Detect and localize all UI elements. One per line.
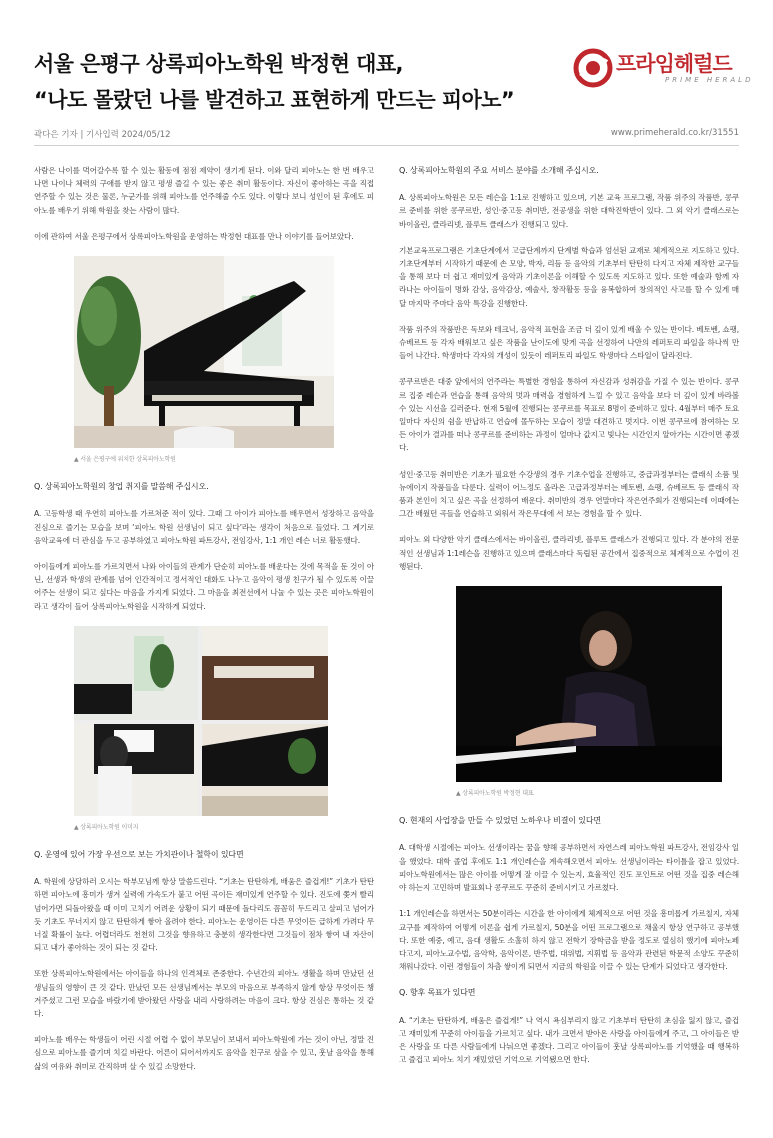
- question-3: Q. 상록피아노학원의 주요 서비스 분야를 소개해 주십시오.: [399, 166, 599, 175]
- academy-exterior-photo: [74, 256, 334, 448]
- answer-4-cont: 1:1 개인레슨을 하면서는 50분이라는 시간을 한 아이에게 체계적으로 어떤 것을 흥미롭게 가르칠지, 자체 교구를 제작하여 어떻게 이론을 쉽게 가르칠지, 50분을 어떤 프로그램으로 채울지 항상 연구하고 공부했다. 또한 예중, 예고, 음대 생활도 소홀히 하지 않고 전학기 장학금을 받을 정도로 열심히 했기에 피아노페다고지, 피아노교수법, 음악학, 음악이론, 반주법, 대위법, 지휘법 등 음악과 관련된 학문적 소양도 꾸준히 채워나갔다. 이런 경험들이 차츰 쌓이게 되면서 지금의 학원을 이끌 수 있는 단계가 되었다고 생각한다.: [399, 909, 739, 972]
- photo-caption: ▲ 서울 은평구에 위치한 상록피아노학원: [74, 456, 176, 464]
- answer-2: A. 학원에 상담하러 오시는 학부모님께 항상 말씀드린다. “기초는 탄탄하게, 배움은 즐겁게!” 기초가 탄탄하면 피아노에 흥미가 생겨 실력에 가속도가 붙고 어떤 곡이든 재미있게 연주할 수 있다. 진도에 쫓겨 빨리 넘어가면 되돌아왔을 때 이미 고치기 어려운 상황이 되기 때문에 돌다리도 꼼꼼히 두드리고 살피고 넘어가듯 기초도 무너지지 않고 탄탄하게 쌓아 올려야 한다. 피아노는 운영이든 다른 무엇이든 급하게 가려다 무너질 확률이 높다. 어렵더라도 천천히 그것을 향유하고 충분히 생각한다면 그것들이 점차 쌓여 내 자산이 되고 내가 좋아하는 것이 되는 것 같다.: [34, 877, 374, 953]
- prime-herald-logo[interactable]: [573, 46, 754, 90]
- answer-3: A. 상록피아노학원은 모든 레슨을 1:1로 진행하고 있으며, 기본 교육 프로그램, 작품 위주의 작품반, 콩쿠르 준비를 위한 콩쿠르반, 성인·중고등 취미반, 전공생을 위한 대학진학반이 있다. 그 외 악기 클래스로는 바이올린, 클라리넷, 플루트 클래스가 진행되고 있다.: [399, 193, 739, 229]
- question-5: Q. 향후 목표가 있다면: [399, 988, 476, 998]
- answer-2-cont: 또한 상록피아노학원에서는 아이들을 하나의 인격체로 존중한다. 수년간의 피아노 생활을 하며 만났던 선생님들의 영향이 큰 것 같다. 만났던 모든 선생님께서는 부모의 마음으로 부족하지 않게 항상 무엇이든 챙겨주셨고 그런 모습을 바랐기에 받아왔던 사랑을 내리 사랑하려는 마음이 크다. 항상 진심은 통하는 것 같다.: [34, 969, 374, 1019]
- director-photo-figure: [456, 586, 722, 800]
- answer-3-repertoire: 작품 위주의 작품반은 독보와 테크닉, 음악적 표현을 조금 더 깊이 있게 배울 수 있는 반이다. 베토벤, 쇼팽, 슈베르트 등 각자 배워보고 싶은 작품을 난이도에 맞게 곡을 선정하여 나만의 레퍼토리 파일을 하나씩 만들어 나간다. 학생마다 각자의 개성이 있듯이 레퍼토리 파일도 학생마다 스타일이 달라진다.: [399, 324, 739, 361]
- headline-line-1: 서울 은평구 상록피아노학원 박정현 대표,: [34, 52, 403, 76]
- byline: 곽다은 기자 | 기사입력 2024/05/12: [34, 130, 171, 140]
- question-1: Q. 상록피아노학원의 창업 취지를 말씀해 주십시오.: [34, 482, 209, 492]
- article-url[interactable]: www.primeherald.co.kr/31551: [610, 128, 739, 138]
- answer-3-competition: 콩쿠르반은 대중 앞에서의 연주라는 특별한 경험을 통하여 자신감과 성취감을 가질 수 있는 반이다. 콩쿠르 집중 레슨과 연습을 통해 음악의 멋과 매력을 경험하게 느낄 수 있고 음악을 보다 더 깊이 있게 바라볼 수 있는 시선을 길러준다. 현재 5월에 진행되는 콩쿠르를 목표로 8명이 준비하고 있다. 4월부터 매주 토요일마다 자신의 쉼을 반납하고 연습에 몰두하는 모습이 정말 대견하고 멋지다. 이번 콩쿠르에 참여하는 모든 아이가 결과를 떠나 콩쿠르를 준비하는 과정이 얼마나 값지고 빛나는 시간인지 알아가는 시간이면 좋겠다.: [399, 377, 739, 453]
- logo-name: 프라임헤럴드: [616, 52, 732, 76]
- answer-4: A. 대학생 시절에는 피아노 선생이라는 꿈을 향해 공부하면서 자연스레 피아노학원 파트강사, 전임강사 일을 했었다. 대학 졸업 후에도 1:1 개인레슨을 계속해오면서 피아노 선생님이라는 타이틀을 잡고 있었다. 피아노학원에서는 많은 아이를 어떻게 잘 이끌 수 있는지, 효율적인 진도 포인트로 어떤 것을 집중 레슨해야 하는지 고민하며 발표회나 콩쿠르도 꾸준히 준비시키고 가르쳤다.: [399, 843, 739, 893]
- academy-photo-figure: [74, 256, 334, 466]
- headline: [34, 46, 574, 118]
- director-playing-piano-photo: [456, 586, 722, 782]
- answer-3-adult: 성인·중고등 취미반은 기초가 필요한 수강생의 경우 기초수업을 진행하고, 중급과정부터는 클래식 소품 및 뉴에이지 작품들을 다룬다. 실력이 어느정도 올라온 고급과정부터는 베토벤, 쇼팽, 슈베르트 등 클래식 작품과 본인이 치고 싶은 곡을 선정하여 배운다. 취미반의 경우 연말마다 작은연주회가 진행되는데 이때에는 그간 배웠던 곡들을 연습하고 외워서 작은무대에 서 보는 경험을 할 수 있다.: [399, 469, 739, 519]
- right-column: [399, 164, 739, 1079]
- photo-caption: ▲ 상록피아노학원 이미지: [74, 823, 139, 831]
- answer-1-cont: 아이들에게 피아노를 가르치면서 나와 아이들의 관계가 단순히 피아노를 배운다는 것에 목적을 둔 것이 아닌, 선생과 학생의 관계를 넘어 인간적이고 정서적인 대화도 나누고 음악이 평생 친구가 될 수 있도록 이끌어주는 선생이 되고 싶다는 마음을 가지게 되었다. 그 마음을 최전선에서 나눌 수 있는 곳은 피아노학원이라고 생각이 들어 상록피아노학원을 시작하게 되었다.: [34, 562, 374, 611]
- photo-caption: ▲ 상록피아노학원 박정현 대표: [456, 790, 534, 798]
- answer-3-basic: 기본교육프로그램은 기초단계에서 고급단계까지 단계별 학습과 엄선된 교재로 체계적으로 지도하고 있다. 기초단계부터 시작하기 때문에 손 모양, 박자, 리듬 등 음악의 기초부터 탄탄히 다지고 자체 제작한 교구들을 통해 보다 더 쉽고 재미있게 음악과 기초이론을 이해할 수 있도록 지도하고 있다. 또한 예술과 함께 자라나는 아이들이 명화 감상, 음악감상, 예술사, 창작활동 등을 융복합하여 창의적인 사고를 할 수 있게 매달 마지막 주마다 음악 특강을 진행한다.: [399, 245, 739, 308]
- academy-collage-figure: [74, 626, 328, 834]
- header-divider: [34, 145, 739, 146]
- question-2: Q. 운영에 있어 가장 우선으로 보는 가치관이나 철학이 있다면: [34, 850, 244, 860]
- logo-swirl-icon: [573, 48, 613, 88]
- intro-paragraph-2: 이에 관하여 서울 은평구에서 상록피아노학원을 운영하는 박정현 대표를 만나 이야기를 들어보았다.: [34, 231, 354, 241]
- intro-paragraph: 사람은 나이를 먹어갈수록 할 수 있는 활동에 점점 제약이 생기게 된다. 이와 달리 피아노는 한 번 배우고 나면 나이나 체력의 구애를 받지 않고 평생 즐길 수 있는 좋은 취미 활동이다. 자신이 좋아하는 곡을 직접 연주할 수 있는 것은 물론, 누군가를 위해 피아노를 연주해줄 수도 있다. 이렇다 보니 성인이 된 후에도 피아노를 배우기 위해 학원을 찾는 사람이 많다.: [34, 166, 374, 215]
- answer-3-instruments: 피아노 외 다양한 악기 클래스에서는 바이올린, 클라리넷, 플루트 클래스가 진행되고 있다. 각 분야의 전문적인 선생님과 1:1레슨을 진행하고 있으며 클래스마다 독립된 공간에서 집중적으로 체계적으로 수업이 진행된다.: [399, 535, 739, 571]
- answer-1: A. 고등학생 때 우연히 피아노를 가르쳐준 적이 있다. 그때 그 아이가 피아노를 배우면서 성장하고 음악을 진심으로 즐기는 모습을 보며 ‘피아노 학원 선생님이 되고 싶다’라는 생각이 처음으로 들었다. 그 계기로 음악교육에 더 관심을 두고 공부하였고 피아노학원 파트강사, 전임강사, 1:1 개인 레슨 너로 활동했다.: [34, 509, 374, 545]
- logo-subtitle: PRIME HERALD: [665, 76, 754, 84]
- left-column: [34, 164, 374, 1086]
- question-4: Q. 현재의 사업장을 만들 수 있었던 노하우나 비결이 있다면: [399, 816, 601, 826]
- article-meta: [34, 128, 739, 142]
- answer-2-cont-2: 피아노를 배우는 학생들이 어린 시절 어렵 수 없이 부모님이 보내서 피아노학원에 가는 것이 아닌, 정말 진심으로 피아노를 즐기며 치길 바란다. 어른이 되어서까지도 음악을 친구로 삼을 수 있고, 훗날 음악을 통해 삶의 여유와 취미로 간직하며 살 수 있길 소망한다.: [34, 1035, 374, 1071]
- headline-line-2: “나도 몰랐던 나를 발견하고 표현하게 만드는 피아노”: [34, 88, 515, 112]
- answer-5: A. “기초는 탄탄하게, 배움은 즐겁게!” 나 역시 욕심부리지 않고 기초부터 탄탄히 초심을 잃지 않고, 즐겁고 재미있게 꾸준히 아이들을 가르치고 싶다. 내가 크면서 받아온 사랑을 아이들에게 주고, 그 아이들은 받은 사랑을 또 다른 사람들에게 나눠으면 좋겠다. 그리고 아이들이 훗날 상록피아노를 기억했을 때 행복하고 즐겁고 피아노 치기 재밌었던 기억으로 기억됐으면 한다.: [399, 1015, 739, 1065]
- academy-collage-photo: [74, 626, 328, 816]
